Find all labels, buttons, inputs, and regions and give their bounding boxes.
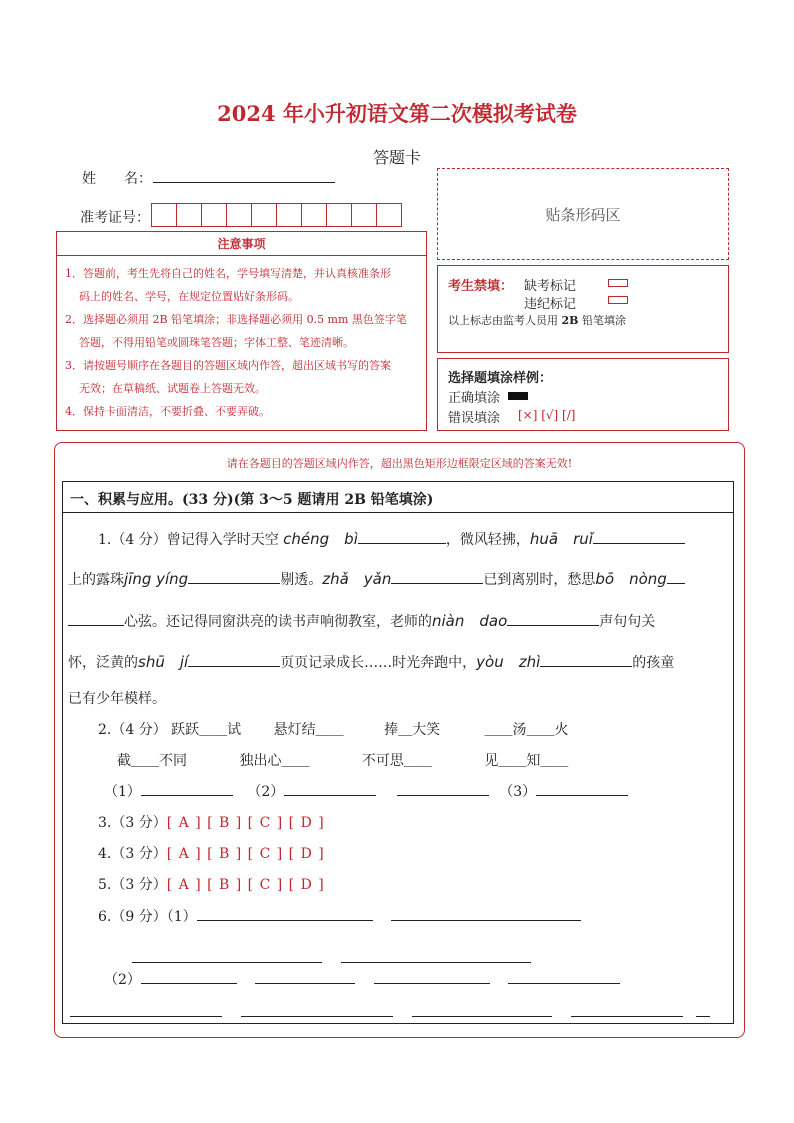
answer-blank[interactable]: [141, 784, 233, 796]
sample-label: 选择题填涂样例：: [448, 371, 553, 386]
answer-blank[interactable]: [391, 909, 581, 921]
exam-id-digit-box[interactable]: [151, 203, 177, 227]
answer-blank[interactable]: [571, 1005, 683, 1017]
choice-label: 3.（3 分）: [98, 815, 167, 831]
q1-text: 已到离别时，愁思: [483, 572, 596, 588]
answer-blank[interactable]: [284, 784, 376, 796]
notice-heading: 注意事项: [57, 232, 426, 256]
notice-item: 2．选择题必须用 2B 铅笔填涂；非选择题必须用 0.5 mm 黑色签字笔: [65, 313, 407, 326]
notice-item: 1．答题前，考生先将自己的姓名，学号填写清楚，并认真核准条形: [65, 267, 391, 280]
wrong-fill-label: 错误填涂: [448, 411, 501, 426]
q1-line-1: [68, 528, 728, 549]
answer-blank[interactable]: [197, 909, 373, 921]
correct-fill-mark: [508, 392, 528, 400]
notice-item: 3．请按题号顺序在各题目的答题区域内作答，超出区域书写的答案: [65, 359, 391, 372]
sub-label: （2）: [247, 784, 285, 800]
exam-id-digit-box[interactable]: [301, 203, 327, 227]
forbidden-box: [437, 265, 729, 353]
exam-id-digit-box[interactable]: [351, 203, 377, 227]
pinyin: zhǎ yǎn: [322, 570, 392, 588]
exam-id-digit-box[interactable]: [376, 203, 402, 227]
answer-blank[interactable]: [70, 1005, 222, 1017]
answer-blank[interactable]: [188, 655, 280, 667]
choice-options[interactable]: [ A ] [ B ] [ C ] [ D ]: [166, 815, 325, 831]
q1-text: 怀，泛黄的: [68, 655, 138, 671]
answer-blank[interactable]: [358, 532, 446, 544]
q1-prefix: 1.（4 分）曾记得入学时天空: [98, 532, 279, 548]
answer-blank[interactable]: [696, 1005, 710, 1017]
note-pre: 以上标志由监考人员用: [448, 314, 558, 327]
exam-id-digit-box[interactable]: [251, 203, 277, 227]
idiom-item: 截＿＿不同: [117, 753, 187, 769]
q6-line-3: [104, 969, 764, 989]
notice-body: [57, 256, 426, 423]
choice-row-5: [98, 874, 758, 894]
q6-line-2: [132, 948, 531, 967]
correct-fill-label: 正确填涂: [448, 391, 501, 406]
choice-row-4: [98, 843, 758, 863]
idiom-item: 捧＿大笑: [384, 722, 441, 738]
sub-label: （1）: [104, 784, 141, 800]
pinyin: huā ruǐ: [529, 530, 593, 548]
q1-text: ，微风轻拂，: [445, 532, 530, 548]
q1-text: 声句句关: [599, 614, 656, 630]
choice-options[interactable]: [ A ] [ B ] [ C ] [ D ]: [166, 846, 325, 862]
forbidden-note: [448, 312, 626, 328]
exam-id-digit-box[interactable]: [326, 203, 352, 227]
answer-blank[interactable]: [540, 655, 632, 667]
exam-title: 2024 年小升初语文第二次模拟考试卷: [217, 101, 577, 126]
answer-blank[interactable]: [132, 951, 322, 963]
answer-blank[interactable]: [508, 972, 620, 984]
answer-blank[interactable]: [141, 972, 237, 984]
q2-subanswers: [104, 781, 764, 801]
note-post: 铅笔填涂: [581, 314, 626, 327]
q2-prefix: 2.（4 分）: [98, 722, 167, 738]
idiom-item: 悬灯结＿＿: [273, 722, 344, 738]
sub-label: （3）: [499, 784, 537, 800]
answer-blank[interactable]: [412, 1005, 552, 1017]
answer-blank[interactable]: [391, 572, 483, 584]
exam-id-digit-box[interactable]: [276, 203, 302, 227]
note-bold: 2B: [561, 314, 579, 327]
section-divider: [62, 512, 734, 513]
q2-row-2: [117, 750, 777, 770]
exam-id-digit-box[interactable]: [226, 203, 252, 227]
idiom-item: 见＿＿知＿＿: [484, 753, 569, 769]
q1-text: 页页记录成长……时光奔跑中，: [280, 655, 477, 671]
q1-line-3: [68, 610, 728, 631]
exam-id-digit-box[interactable]: [201, 203, 227, 227]
answer-warning: 请在各题目的答题区域内作答，超出黑色矩形边框限定区域的答案无效!: [226, 457, 573, 470]
answer-blank[interactable]: [667, 572, 685, 584]
answer-card-subtitle: 答题卡: [372, 148, 421, 167]
q6-line-1: [98, 906, 758, 926]
q1-line-5: 已有少年模样。: [68, 691, 166, 707]
idiom-item: ＿＿汤＿＿火: [484, 722, 569, 738]
q2-row-1: [98, 719, 758, 739]
exam-id-boxes[interactable]: [151, 203, 401, 227]
choice-label: 4.（3 分）: [98, 846, 167, 862]
name-label: 姓 名：: [82, 171, 152, 187]
idiom-item: 跃跃＿＿试: [171, 722, 242, 738]
q1-text: 心弦。还记得同窗洪亮的读书声响彻教室，老师的: [124, 614, 432, 630]
exam-id-label: 准考证号：: [80, 210, 150, 226]
answer-blank[interactable]: [68, 614, 124, 626]
violation-mark-box[interactable]: [608, 296, 628, 304]
choice-options[interactable]: [ A ] [ B ] [ C ] [ D ]: [166, 877, 325, 893]
pinyin: bō nòng: [595, 570, 667, 588]
exam-id-digit-box[interactable]: [176, 203, 202, 227]
name-field[interactable]: [153, 182, 335, 183]
idiom-item: 独出心＿＿: [239, 753, 310, 769]
answer-blank[interactable]: [536, 784, 628, 796]
answer-blank[interactable]: [341, 951, 531, 963]
pinyin: niàn dao: [432, 612, 508, 630]
forbidden-label: 考生禁填：: [448, 279, 514, 294]
pinyin: yòu zhì: [476, 653, 541, 671]
idiom-item: 不可思＿＿: [361, 753, 432, 769]
pinyin: shū jí: [138, 653, 189, 671]
answer-blank[interactable]: [241, 1005, 393, 1017]
answer-blank[interactable]: [397, 784, 489, 796]
answer-blank[interactable]: [374, 972, 490, 984]
answer-blank[interactable]: [255, 972, 355, 984]
answer-blank[interactable]: [593, 532, 685, 544]
notice-item-cont: 答题，不得用铅笔或圆珠笔答题；字体工整、笔迹清晰。: [79, 336, 354, 349]
barcode-area: [437, 168, 729, 260]
q6-line-4: [70, 1002, 710, 1021]
q1-text: 剔透。: [280, 572, 323, 588]
missing-mark-box[interactable]: [608, 279, 628, 287]
q1-line-4: [68, 651, 728, 672]
section-heading: 一、积累与应用。(33 分)(第 3～5 题请用 2B 铅笔填涂): [70, 492, 434, 508]
q1-text: 的孩童: [632, 655, 675, 671]
q1-text: 上的露珠: [68, 572, 124, 588]
q1-line-2: [68, 568, 728, 589]
sub-label: （2）: [104, 972, 141, 988]
q6-prefix: 6.（9 分）（1）: [98, 909, 197, 925]
pinyin: jīng yíng: [124, 570, 189, 588]
missing-mark-label: 缺考标记: [524, 279, 577, 294]
notice-box: [56, 231, 427, 431]
choice-label: 5.（3 分）: [98, 877, 167, 893]
answer-blank[interactable]: [507, 614, 599, 626]
fill-sample-box: [437, 358, 729, 431]
wrong-fill-marks: [×] [√] [/]: [518, 408, 576, 422]
barcode-label: 贴条形码区: [545, 205, 621, 224]
notice-item-cont: 无效；在草稿纸、试题卷上答题无效。: [79, 382, 266, 395]
notice-item: 4．保持卡面清洁，不要折叠、不要弄破。: [65, 405, 270, 418]
choice-row-3: [98, 812, 758, 832]
pinyin: chéng bì: [283, 530, 358, 548]
violation-mark-label: 违纪标记: [524, 297, 577, 312]
notice-item-cont: 码上的姓名、学号，在规定位置贴好条形码。: [79, 290, 299, 303]
answer-blank[interactable]: [188, 572, 280, 584]
